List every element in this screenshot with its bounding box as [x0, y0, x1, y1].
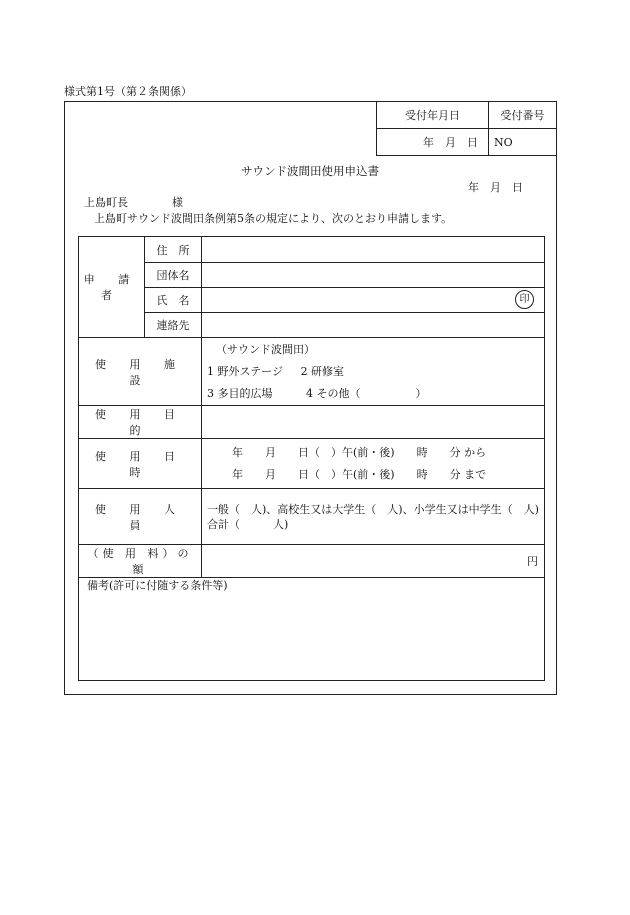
- name-field[interactable]: [202, 288, 545, 313]
- reception-number-header: 受付番号: [489, 102, 557, 129]
- datetime-to: 年 月 日（ ）午(前・後) 時 分 まで: [232, 467, 487, 481]
- purpose-field[interactable]: [202, 406, 545, 439]
- intro-text: 上島町サウンド波間田条例第5条の規定により、次のとおり申請します。: [94, 212, 453, 225]
- reception-table: [376, 101, 557, 156]
- form-number: 様式第1号（第２条関係）: [64, 85, 192, 98]
- remarks-label: 備考(許可に付随する条件等): [87, 579, 228, 592]
- facility-row-2: [202, 383, 544, 405]
- applicant-label: 申 請 者: [79, 237, 145, 338]
- group-name-label: 団体名: [145, 263, 202, 288]
- datetime-field[interactable]: [202, 439, 545, 489]
- reception-date-header: 受付年月日: [377, 102, 489, 129]
- fee-field[interactable]: [202, 545, 545, 578]
- form-title: サウンド波間田使用申込書: [241, 164, 379, 178]
- facility-label: 使 用 施 設: [79, 338, 202, 406]
- facility-option-plaza[interactable]: 3 多目的広場: [207, 386, 273, 400]
- application-table: [78, 236, 545, 681]
- purpose-label: 使 用 目 的: [79, 406, 202, 439]
- fee-label: （使 用 料）の 額: [79, 545, 202, 578]
- facility-options: [202, 338, 545, 406]
- remarks-field[interactable]: [79, 578, 545, 681]
- contact-field[interactable]: [202, 313, 545, 338]
- facility-header: （サウンド波間田）: [216, 342, 315, 356]
- addressee: 上島町長 様: [84, 196, 183, 209]
- fee-unit: 円: [527, 555, 538, 568]
- facility-option-stage[interactable]: 1 野外ステージ: [207, 364, 284, 378]
- facility-row-1: [202, 361, 544, 383]
- seal-mark: 印: [515, 290, 534, 309]
- address-field[interactable]: [202, 237, 545, 263]
- datetime-label: 使 用 日 時: [79, 439, 202, 489]
- group-name-field[interactable]: [202, 263, 545, 288]
- contact-label: 連絡先: [145, 313, 202, 338]
- facility-option-other[interactable]: 4 その他（ ）: [306, 386, 427, 400]
- persons-label: 使 用 人 員: [79, 489, 202, 545]
- persons-breakdown: 一般（ 人)、高校生又は大学生（ 人)、小学生又は中学生（ 人): [207, 502, 539, 516]
- datetime-from: 年 月 日（ ）午(前・後) 時 分 から: [232, 445, 487, 459]
- facility-option-training-room[interactable]: 2 研修室: [300, 364, 345, 378]
- address-label: 住 所: [145, 237, 202, 263]
- name-label: 氏 名: [145, 288, 202, 313]
- reception-number-value[interactable]: NO: [489, 129, 557, 156]
- reception-date-value[interactable]: 年 月 日: [377, 129, 489, 156]
- persons-total: 合計（ 人): [207, 517, 289, 531]
- submission-date[interactable]: 年 月 日: [468, 181, 523, 194]
- persons-field[interactable]: [202, 489, 545, 545]
